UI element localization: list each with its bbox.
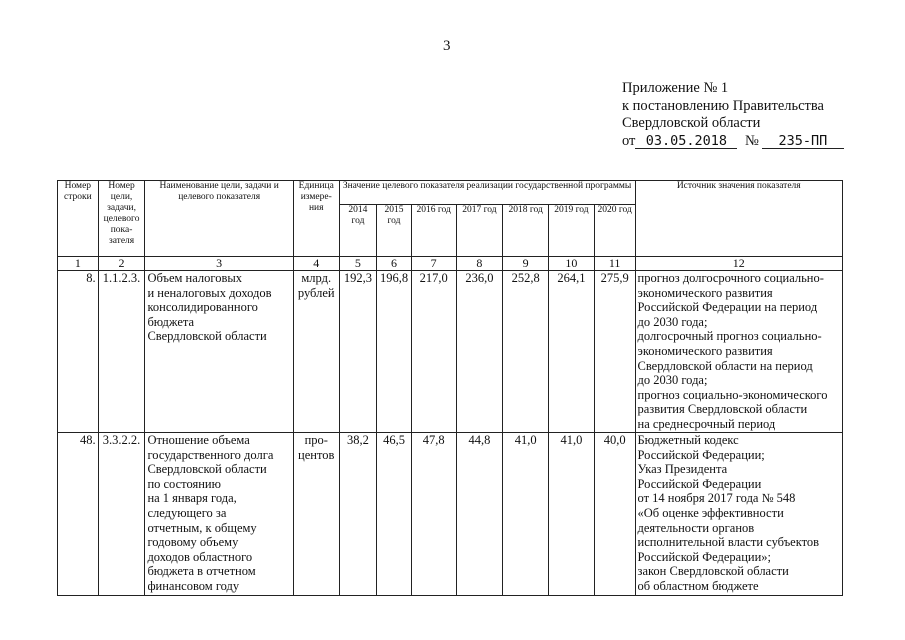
- column-number: 11: [594, 257, 635, 271]
- table-row: [58, 271, 843, 433]
- header-name: Наименование цели, задачи и целевого показателя: [145, 181, 293, 257]
- text-line: по состоянию: [147, 476, 221, 491]
- value-2014: 38,2: [339, 433, 377, 596]
- value-2018: 252,8: [503, 271, 549, 433]
- row-number: 48.: [58, 433, 99, 596]
- appendix-header: [622, 80, 844, 150]
- value-2020: 40,0: [594, 433, 635, 596]
- indicator-source: [635, 271, 843, 433]
- value-2017: 44,8: [456, 433, 503, 596]
- text-line: прогноз долгосрочного социально-: [637, 271, 824, 285]
- text-line: Указ Президента: [637, 462, 728, 477]
- goal-number: 1.1.2.3.: [98, 271, 145, 433]
- text-line: следующего за: [147, 505, 227, 520]
- text-line: до 2030 года;: [637, 314, 708, 329]
- text-line: Российской Федерации на период: [637, 300, 818, 315]
- text-line: консолидированного: [147, 300, 258, 315]
- text-line: об областном бюджете: [637, 578, 759, 593]
- text-line: исполнительной власти субъектов: [637, 535, 820, 550]
- appendix-line-region: Свердловской области: [622, 115, 761, 131]
- indicator-name: [145, 271, 293, 433]
- text-line: про-: [304, 433, 328, 447]
- column-number: 3: [145, 257, 293, 271]
- date-prefix: от: [622, 132, 636, 149]
- value-2019: 41,0: [549, 433, 595, 596]
- row-number: 8.: [58, 271, 99, 433]
- value-2018: 41,0: [503, 433, 549, 596]
- table-row: [58, 433, 843, 596]
- text-line: доходов областного: [147, 549, 253, 564]
- text-line: отчетным, к общему: [147, 520, 257, 535]
- indicator-name: [145, 433, 293, 596]
- text-line: долгосрочный прогноз социально-: [637, 329, 822, 344]
- header-year: 2017 год: [456, 205, 503, 257]
- header-year: 2016 год: [411, 205, 456, 257]
- unit: [293, 271, 339, 433]
- column-number: 2: [98, 257, 145, 271]
- text-line: экономического развития: [637, 285, 773, 300]
- text-line: бюджета: [147, 314, 195, 329]
- text-line: финансовом году: [147, 578, 240, 593]
- column-numbers-row: [58, 257, 843, 271]
- text-line: Российской Федерации»;: [637, 549, 771, 564]
- header-source: Источник значения показателя: [635, 181, 843, 257]
- goal-number: 3.3.2.2.: [98, 433, 145, 596]
- value-2014: 192,3: [339, 271, 377, 433]
- resolution-date: 03.05.2018: [635, 134, 737, 149]
- column-number: 8: [456, 257, 503, 271]
- text-line: и неналоговых доходов: [147, 285, 272, 300]
- text-line: на 1 января года,: [147, 491, 237, 506]
- value-2015: 196,8: [377, 271, 412, 433]
- indicator-source: [635, 433, 843, 596]
- text-line: Свердловской области: [147, 329, 267, 344]
- column-number: 6: [377, 257, 412, 271]
- column-number: 4: [293, 257, 339, 271]
- number-prefix: №: [745, 132, 759, 149]
- indicators-table: [57, 180, 843, 596]
- text-line: «Об оценке эффективности: [637, 505, 784, 520]
- text-line: бюджета в отчетном: [147, 564, 256, 579]
- header-row-number: Номер строки: [58, 181, 99, 257]
- unit: [293, 433, 339, 596]
- value-2015: 46,5: [377, 433, 412, 596]
- value-2016: 47,8: [411, 433, 456, 596]
- text-line: Свердловской области на период: [637, 358, 813, 373]
- header-year: 2019 год: [549, 205, 595, 257]
- value-2016: 217,0: [411, 271, 456, 433]
- page-number: 3: [443, 38, 451, 54]
- text-line: годовому объему: [147, 535, 239, 550]
- header-year: 2020 год: [594, 205, 635, 257]
- text-line: Объем налоговых: [147, 271, 243, 285]
- column-number: 5: [339, 257, 377, 271]
- header-year: 2014 год: [339, 205, 377, 257]
- value-2019: 264,1: [549, 271, 595, 433]
- column-number: 10: [549, 257, 595, 271]
- text-line: на среднесрочный период: [637, 416, 776, 431]
- text-line: до 2030 года;: [637, 373, 708, 388]
- text-line: Российской Федерации: [637, 476, 762, 491]
- text-line: рублей: [297, 285, 335, 300]
- text-line: центов: [298, 447, 335, 462]
- header-year: 2015 год: [377, 205, 412, 257]
- column-number: 12: [635, 257, 843, 271]
- text-line: развития Свердловской области: [637, 402, 808, 417]
- appendix-date-line: [622, 133, 844, 151]
- column-number: 1: [58, 257, 99, 271]
- text-line: Бюджетный кодекс: [637, 433, 739, 447]
- column-number: 7: [411, 257, 456, 271]
- text-line: государственного долга: [147, 447, 274, 462]
- value-2020: 275,9: [594, 271, 635, 433]
- header-unit: Единица измере- ния: [293, 181, 339, 257]
- text-line: прогноз социально-экономического: [637, 387, 828, 402]
- header-year: 2018 год: [503, 205, 549, 257]
- header-values-group: Значение целевого показателя реализации государственной программы: [339, 181, 635, 205]
- text-line: Российской Федерации;: [637, 447, 765, 462]
- appendix-title: Приложение № 1: [622, 80, 729, 96]
- resolution-number: 235-ПП: [762, 134, 844, 149]
- appendix-line-resolution: к постановлению Правительства: [622, 97, 824, 114]
- text-line: закон Свердловской области: [637, 564, 789, 579]
- text-line: Отношение объема: [147, 433, 250, 447]
- column-number: 9: [503, 257, 549, 271]
- text-line: экономического развития: [637, 343, 773, 358]
- header-goal-number: Номер цели, задачи, целевого пока- зателя: [98, 181, 145, 257]
- text-line: деятельности органов: [637, 520, 755, 535]
- value-2017: 236,0: [456, 271, 503, 433]
- text-line: млрд.: [301, 271, 332, 285]
- text-line: от 14 ноября 2017 года № 548: [637, 491, 796, 506]
- text-line: Свердловской области: [147, 462, 267, 477]
